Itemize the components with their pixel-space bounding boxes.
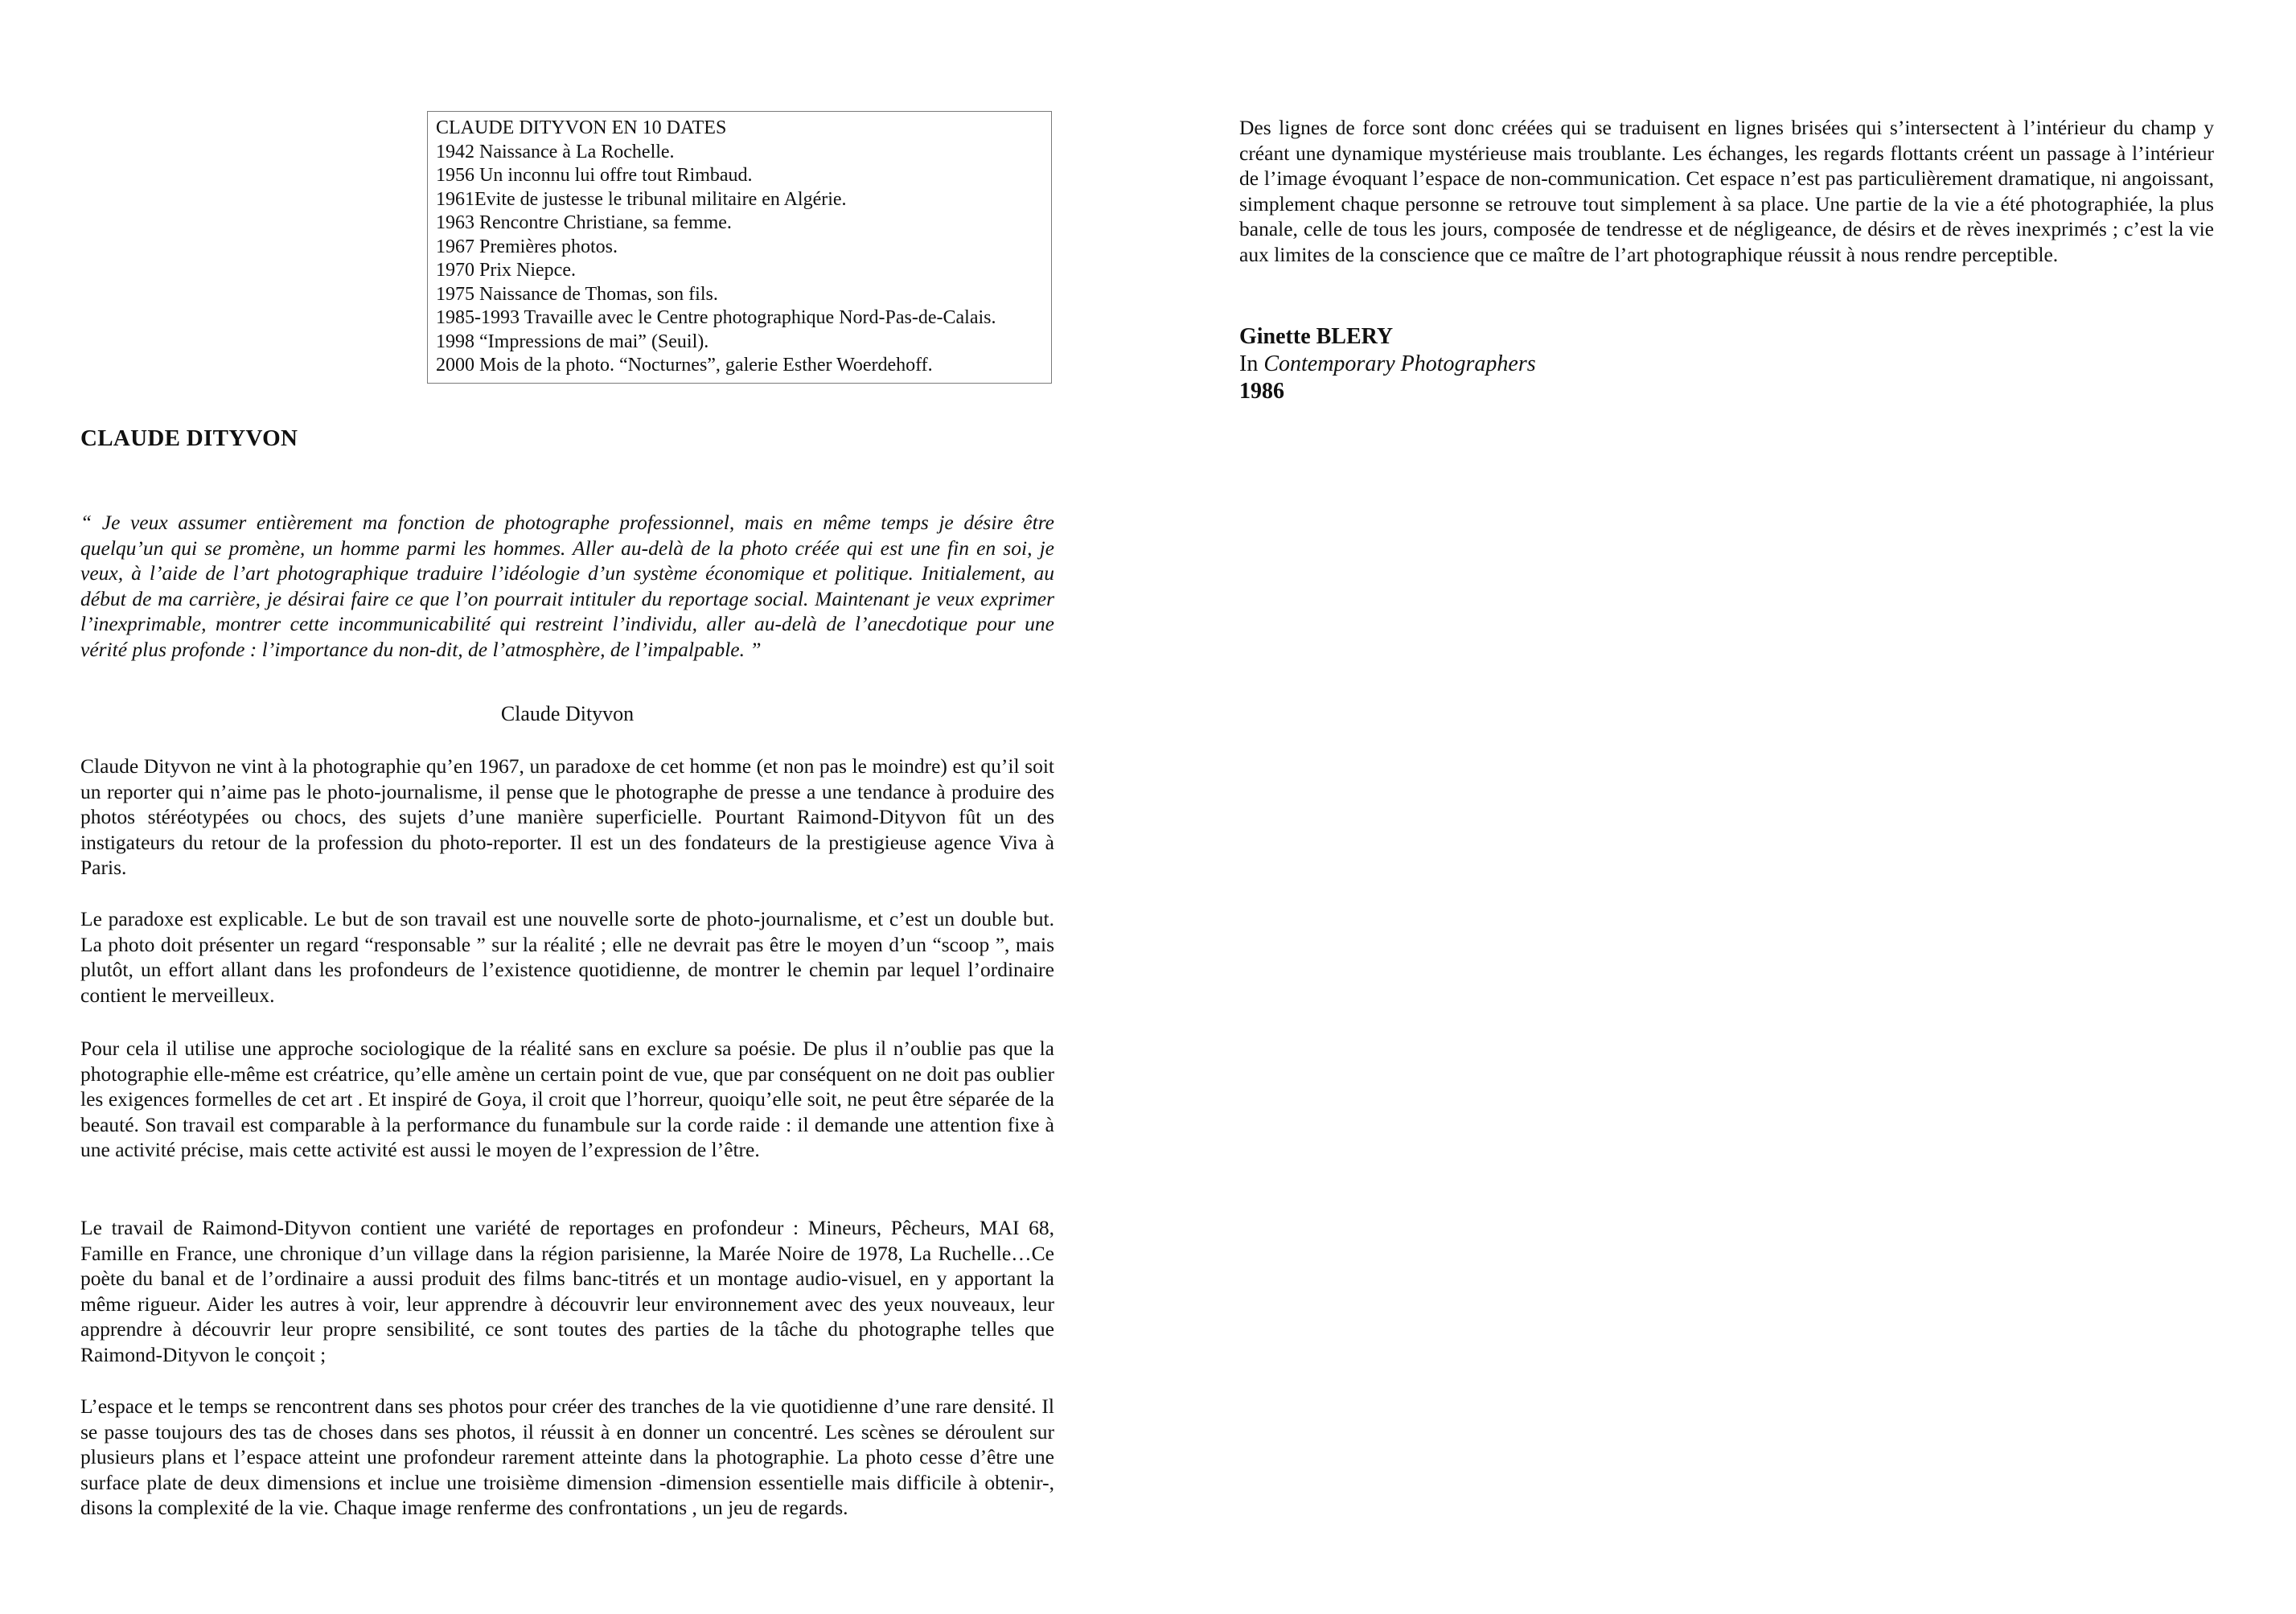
dates-box: [427, 111, 1052, 384]
signature-source: [1239, 351, 1536, 378]
date-item: 2000 Mois de la photo. “Nocturnes”, galerie Esther Woerdehoff.: [436, 355, 933, 376]
signature-source-prefix: In: [1239, 351, 1259, 376]
quote-author: Claude Dityvon: [500, 702, 635, 725]
article-title: CLAUDE DITYVON: [80, 425, 298, 451]
date-item: 1963 Rencontre Christiane, sa femme.: [436, 212, 732, 233]
date-item: 1942 Naissance à La Rochelle.: [436, 141, 675, 162]
signature-name: Ginette BLERY: [1239, 324, 1394, 349]
body-paragraph: Claude Dityvon ne vint à la photographie qu’en 1967, un paradoxe de cet homme (et non pas le moindre) est qu’il soit un reporter qui n’aime pas le photo-journalisme, il pense que le photographe de presse a une tendance à produire des photos stéréotypées ou chocs, des sujets d’une manière superficielle. Pourtant Raimond-Dityvon fût un des instigateurs du retour de la profession du photo-reporter. Il est un des fondateurs de la prestigieuse agence Viva à Paris.: [80, 754, 1054, 879]
date-item: 1985-1993 Travaille avec le Centre photographique Nord-Pas-de-Calais.: [436, 307, 996, 328]
body-paragraph: Pour cela il utilise une approche sociologique de la réalité sans en exclure sa poésie. De plus il n’oublie pas que la photographie elle-même est créatrice, qu’elle amène un certain point de vue, que par conséquent on ne doit pas oublier les exigences formelles de cet art . Et inspiré de Goya, il croit que l’horreur, quoiqu’elle soit, ne peut être séparée de la beauté. Son travail est comparable à la performance du funambule sur la corde raide : il demande une attention fixe à une activité précise, mais cette activité est aussi le moyen de l’expression de l’être.: [80, 1037, 1054, 1161]
body-paragraph: Le travail de Raimond-Dityvon contient une variété de reportages en profondeur : Mineurs, Pêcheurs, MAI 68, Famille en France, une chronique d’un village dans la région parisienne, la Marée Noire de 1978, La Ruchelle…Ce poète du banal et de l’ordinaire a aussi produit des films banc-titrés et un montage audio-visuel, en y apportant la même rigueur. Aider les autres à voir, leur apprendre à découvrir leur environnement avec des yeux nouveaux, leur apprendre à découvrir leur propre sensibilité, ce sont toutes des parties de la tâche du photographe telles que Raimond-Dityvon le conçoit ;: [80, 1216, 1054, 1366]
signature-source-title: Contemporary Photographers: [1263, 351, 1536, 376]
signature-year: 1986: [1239, 379, 1284, 404]
article-quote: “ Je veux assumer entièrement ma fonction de photographe professionnel, mais en même temps je désire être quelqu’un qui se promène, un homme parmi les hommes. Aller au-delà de la photo créée qui est une fin en soi, je veux, à l’aide de l’art photographique traduire l’idéologie d’un système économique et politique. Initialement, au début de ma carrière, je désirai faire ce que l’on pourrait intituler du reportage social. Maintenant je veux exprimer l’inexprimable, montrer cette incommunicabilité qui restreint l’individu, aller au-delà de l’anecdotique pour une vérité plus profonde : l’importance du non-dit, de l’atmosphère, de l’impalpable. ”: [80, 511, 1054, 661]
signature-block: [1239, 323, 1536, 405]
dates-box-title: CLAUDE DITYVON EN 10 DATES: [436, 117, 727, 138]
body-paragraph: L’espace et le temps se rencontrent dans ses photos pour créer des tranches de la vie quotidienne d’une rare densité. Il se passe toujours des tas de choses dans ses photos, il réussit à en donner un concentré. Les scènes se déroulent sur plusieurs plans et l’espace atteint une profondeur rarement atteinte dans la photographie. La photo cesse d’être une surface plate de deux dimensions et inclue une troisième dimension -dimension essentielle mais difficile à obtenir-, disons la complexité de la vie. Chaque image renferme des confrontations , un jeu de regards.: [80, 1394, 1054, 1519]
date-item: 1970 Prix Niepce.: [436, 260, 576, 281]
date-item: 1961Evite de justesse le tribunal militaire en Algérie.: [436, 188, 847, 210]
body-paragraph: Le paradoxe est explicable. Le but de son travail est une nouvelle sorte de photo-journalisme, et c’est un double but. La photo doit présenter un regard “responsable ” sur la réalité ; elle ne devrait pas être le moyen d’un “scoop ”, mais plutôt, un effort allant dans les profondeurs de l’existence quotidienne, de montrer le chemin par lequel l’ordinaire contient le merveilleux.: [80, 907, 1054, 1007]
date-item: 1956 Un inconnu lui offre tout Rimbaud.: [436, 165, 753, 186]
date-item: 1975 Naissance de Thomas, son fils.: [436, 283, 718, 305]
date-item: 1967 Premières photos.: [436, 236, 618, 257]
right-paragraph: Des lignes de force sont donc créées qui se traduisent en lignes brisées qui s’intersectent à l’intérieur du champ y créant une dynamique mystérieuse mais troublante. Les échanges, les regards flottants créent un passage à l’intérieur de l’image évoquant l’espace de non-communication. Cet espace n’est pas particulièrement dramatique, ni angoissant, simplement chaque personne se retrouve tout simplement à sa place. Une partie de la vie a été photographiée, la plus banale, celle de tous les jours, composée de tendresse et de négligeance, de désirs et de rèves inexprimés ; c’est la vie aux limites de la conscience que ce maître de l’art photographique réussit à nous rendre perceptible.: [1239, 116, 2214, 266]
date-item: 1998 “Impressions de mai” (Seuil).: [436, 331, 709, 352]
